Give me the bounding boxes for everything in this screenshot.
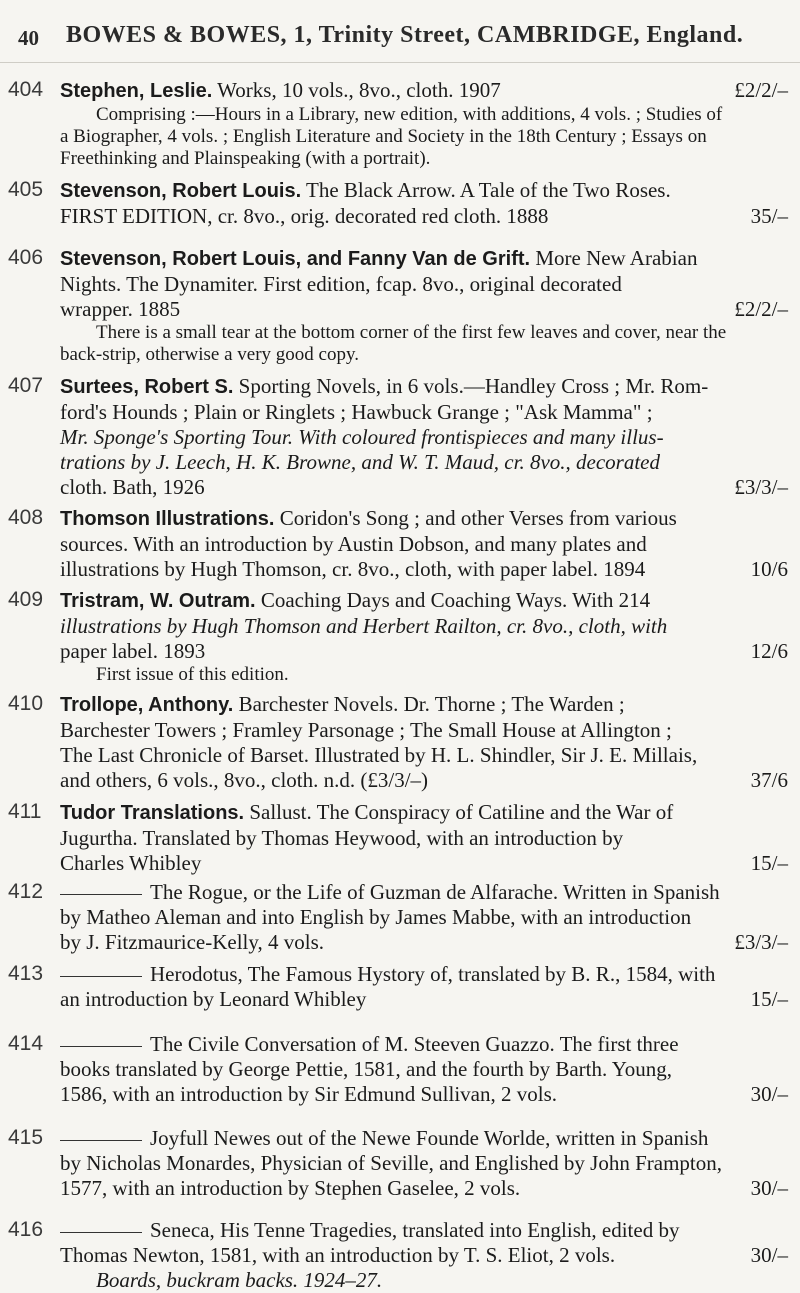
entry-author: Thomson Illustrations. bbox=[60, 508, 275, 530]
ditto-rule bbox=[60, 1232, 142, 1233]
entry-line: Coridon's Song ; and other Verses from various bbox=[279, 506, 677, 530]
entry-line: and others, 6 vols., 8vo., cloth. n.d. (£3/3/–) bbox=[60, 768, 429, 792]
lot-number: 411 bbox=[8, 800, 42, 823]
entry-line: sources. With an introduction by Austin Dobson, and many plates and bbox=[60, 532, 647, 556]
ditto-rule bbox=[60, 976, 142, 977]
page-title: BOWES & BOWES, 1, Trinity Street, CAMBRIDGE, England. bbox=[66, 22, 744, 48]
entry-line: an introduction by Leonard Whibley bbox=[60, 987, 367, 1011]
entry-author: Tudor Translations. bbox=[60, 802, 245, 824]
entry-line: Charles Whibley bbox=[60, 851, 202, 875]
entry-line: trations by J. Leech, H. K. Browne, and W. T. Maud, cr. 8vo., decorated bbox=[60, 450, 660, 474]
lot-number: 409 bbox=[8, 588, 44, 611]
entry-price: £3/3/– bbox=[734, 475, 788, 499]
entry-line: Boards, buckram backs. 1924–27. bbox=[96, 1268, 383, 1292]
lot-number: 406 bbox=[8, 246, 44, 269]
entry-line: FIRST EDITION, cr. 8vo., orig. decorated red cloth. 1888 bbox=[60, 204, 549, 228]
entry-line: wrapper. 1885 bbox=[60, 297, 181, 321]
entry-note: Freethinking and Plainspeaking (with a portrait). bbox=[60, 148, 431, 169]
entry-author: Tristram, W. Outram. bbox=[60, 590, 256, 612]
entry-line: The Last Chronicle of Barset. Illustrated by H. L. Shindler, Sir J. E. Millais, bbox=[60, 743, 698, 767]
entry-price: £2/2/– bbox=[734, 78, 788, 102]
lot-number: 405 bbox=[8, 178, 44, 201]
entry-author: Stephen, Leslie. bbox=[60, 80, 213, 102]
entry-line: by Matheo Aleman and into English by James Mabbe, with an introduction bbox=[60, 905, 692, 929]
entry-line: Seneca, His Tenne Tragedies, translated into English, edited by bbox=[150, 1218, 680, 1242]
ditto-rule bbox=[60, 894, 142, 895]
entry-line: illustrations by Hugh Thomson, cr. 8vo., cloth, with paper label. 1894 bbox=[60, 557, 646, 581]
entry-line: cloth. Bath, 1926 bbox=[60, 475, 205, 499]
entry-line: Coaching Days and Coaching Ways. With 214 bbox=[260, 588, 651, 612]
entry-price: 37/6 bbox=[750, 768, 788, 792]
entry-line: ford's Hounds ; Plain or Ringlets ; Hawbuck Grange ; "Ask Mamma" ; bbox=[60, 400, 653, 424]
entry-author: Trollope, Anthony. bbox=[60, 694, 234, 716]
entry-note: back-strip, otherwise a very good copy. bbox=[60, 344, 359, 365]
entry-line: The Civile Conversation of M. Steeven Guazzo. The first three bbox=[150, 1032, 679, 1056]
entry-line: 1577, with an introduction by Stephen Gaselee, 2 vols. bbox=[60, 1176, 521, 1200]
lot-number: 413 bbox=[8, 962, 44, 985]
lot-number: 415 bbox=[8, 1126, 44, 1149]
entry-line: Sallust. The Conspiracy of Catiline and the War of bbox=[249, 800, 674, 824]
lot-number: 416 bbox=[8, 1218, 44, 1241]
entry-price: 35/– bbox=[750, 204, 788, 228]
entry-price: 15/– bbox=[750, 987, 788, 1011]
entry-line: 1586, with an introduction by Sir Edmund Sullivan, 2 vols. bbox=[60, 1082, 557, 1106]
page-number: 40 bbox=[18, 26, 39, 50]
lot-number: 404 bbox=[8, 78, 44, 101]
entry-price: 12/6 bbox=[750, 639, 788, 663]
entry-price: 15/– bbox=[750, 851, 788, 875]
entry-price: 10/6 bbox=[750, 557, 788, 581]
entry-price: £2/2/– bbox=[734, 297, 788, 321]
entry-line: Jugurtha. Translated by Thomas Heywood, with an introduction by bbox=[60, 826, 624, 850]
entry-line: Barchester Novels. Dr. Thorne ; The Warden ; bbox=[238, 692, 625, 716]
entry-note: a Biographer, 4 vols. ; English Literature and Society in the 18th Century ; Essays on bbox=[60, 126, 707, 147]
entry-price: 30/– bbox=[750, 1176, 788, 1200]
entry-author: Surtees, Robert S. bbox=[60, 376, 234, 398]
entry-line: Thomas Newton, 1581, with an introduction by T. S. Eliot, 2 vols. bbox=[60, 1243, 616, 1267]
lot-number: 408 bbox=[8, 506, 44, 529]
lot-number: 410 bbox=[8, 692, 44, 715]
entry-line: Nights. The Dynamiter. First edition, fcap. 8vo., original decorated bbox=[60, 272, 622, 296]
entry-line: books translated by George Pettie, 1581, and the fourth by Barth. Young, bbox=[60, 1057, 673, 1081]
entry-note: First issue of this edition. bbox=[96, 664, 289, 685]
entry-line: illustrations by Hugh Thomson and Herbert Railton, cr. 8vo., cloth, with bbox=[60, 614, 668, 638]
lot-number: 414 bbox=[8, 1032, 44, 1055]
entry-price: 30/– bbox=[750, 1243, 788, 1267]
entry-author: Stevenson, Robert Louis, and Fanny Van de Grift. bbox=[60, 248, 531, 270]
entry-line: The Rogue, or the Life of Guzman de Alfarache. Written in Spanish bbox=[150, 880, 720, 904]
entry-line: Barchester Towers ; Framley Parsonage ; The Small House at Allington ; bbox=[60, 718, 672, 742]
lot-number: 407 bbox=[8, 374, 44, 397]
entry-author: Stevenson, Robert Louis. bbox=[60, 180, 302, 202]
entry-line: by J. Fitzmaurice-Kelly, 4 vols. bbox=[60, 930, 325, 954]
entry-line: paper label. 1893 bbox=[60, 639, 206, 663]
entry-line: The Black Arrow. A Tale of the Two Roses. bbox=[306, 178, 671, 202]
lot-number: 412 bbox=[8, 880, 44, 903]
page-header bbox=[0, 0, 800, 63]
entry-line: More New Arabian bbox=[535, 246, 698, 270]
ditto-rule bbox=[60, 1046, 142, 1047]
entry-price: £3/3/– bbox=[734, 930, 788, 954]
entry-note: Comprising :—Hours in a Library, new edition, with additions, 4 vols. ; Studies of bbox=[96, 104, 723, 125]
entry-note: There is a small tear at the bottom corner of the first few leaves and cover, near the bbox=[96, 322, 727, 343]
entry-line: Mr. Sponge's Sporting Tour. With coloured frontispieces and many illus- bbox=[60, 425, 664, 449]
entry-line: Works, 10 vols., 8vo., cloth. 1907 bbox=[217, 78, 501, 102]
entry-price: 30/– bbox=[750, 1082, 788, 1106]
entry-line: Herodotus, The Famous Hystory of, translated by B. R., 1584, with bbox=[150, 962, 716, 986]
entry-line: by Nicholas Monardes, Physician of Seville, and Englished by John Frampton, bbox=[60, 1151, 723, 1175]
entry-line: Joyfull Newes out of the Newe Founde Worlde, written in Spanish bbox=[150, 1126, 709, 1150]
entry-line: Sporting Novels, in 6 vols.—Handley Cross ; Mr. Rom- bbox=[238, 374, 709, 398]
ditto-rule bbox=[60, 1140, 142, 1141]
